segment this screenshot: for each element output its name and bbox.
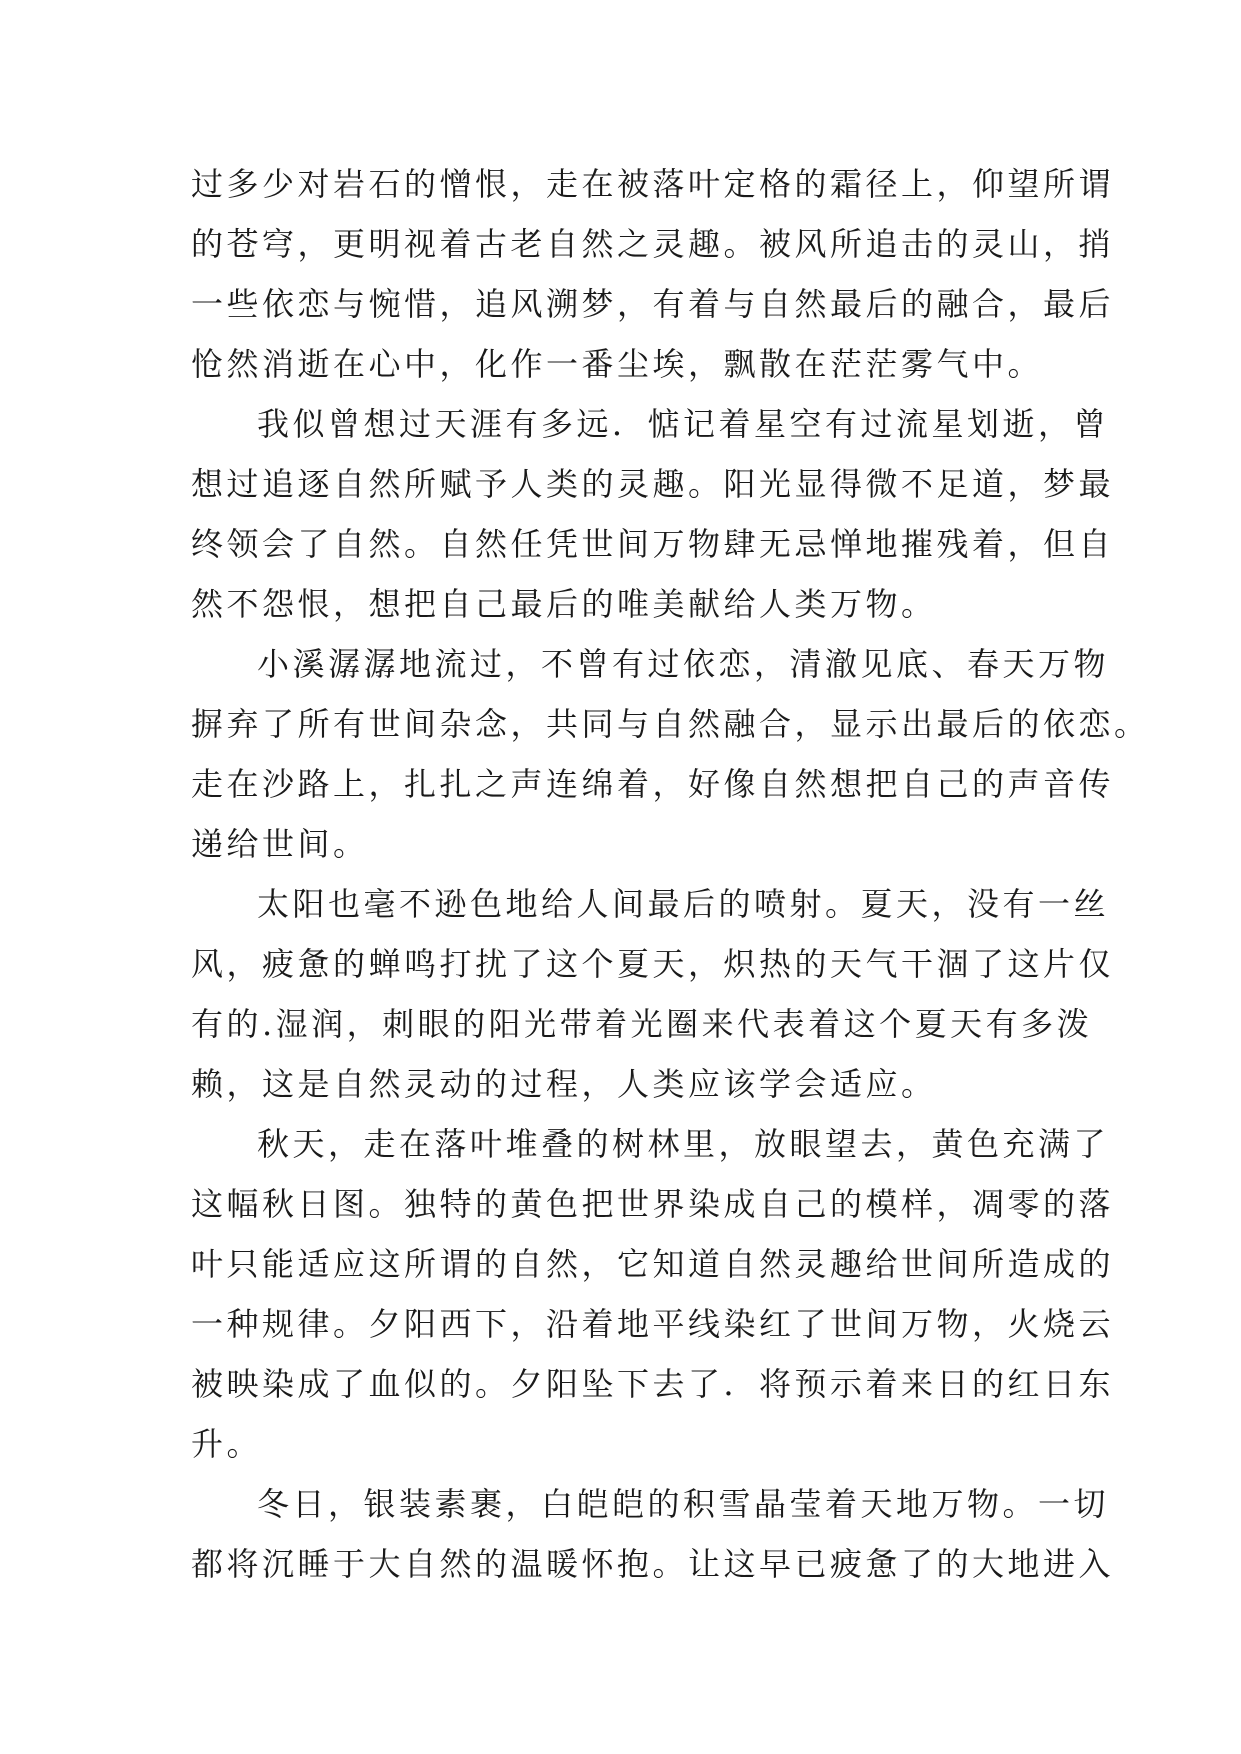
paragraph-first-line: 冬日，银装素裹，白皑皑的积雪晶莹着天地万物。一切 xyxy=(257,1485,1110,1523)
text-line: 递给世间。 xyxy=(191,825,369,863)
text-line: 的苍穹，更明视着古老自然之灵趣。被风所追击的灵山，捎 xyxy=(191,225,1115,263)
text-line: 这幅秋日图。独特的黄色把世界染成自己的模样，凋零的落 xyxy=(191,1185,1115,1223)
text-line: 然不怨恨，想把自己最后的唯美献给人类万物。 xyxy=(191,585,937,623)
text-line: 风，疲惫的蝉鸣打扰了这个夏天，炽热的天气干涸了这片仅 xyxy=(191,945,1115,983)
text-line: 升。 xyxy=(191,1425,263,1463)
text-line: 走在沙路上，扎扎之声连绵着，好像自然想把自己的声音传 xyxy=(191,765,1115,803)
text-line: 过多少对岩石的憎恨，走在被落叶定格的霜径上，仰望所谓 xyxy=(191,165,1115,203)
text-line: 都将沉睡于大自然的温暖怀抱。让这早已疲惫了的大地进入 xyxy=(191,1545,1115,1583)
text-line: 摒弃了所有世间杂念，共同与自然融合，显示出最后的依恋。 xyxy=(191,705,1150,743)
text-line: 想过追逐自然所赋予人类的灵趣。阳光显得微不足道，梦最 xyxy=(191,465,1115,503)
paragraph-first-line: 太阳也毫不逊色地给人间最后的喷射。夏天，没有一丝 xyxy=(257,885,1110,923)
text-line: 赖，这是自然灵动的过程，人类应该学会适应。 xyxy=(191,1065,937,1103)
paragraph-first-line: 我似曾想过天涯有多远．惦记着星空有过流星划逝，曾 xyxy=(257,405,1110,443)
text-line: 一些依恋与惋惜，追风溯梦，有着与自然最后的融合，最后 xyxy=(191,285,1115,323)
text-line: 怆然消逝在心中，化作一番尘埃，飘散在茫茫雾气中。 xyxy=(191,345,1044,383)
text-line: 有的.湿润，刺眼的阳光带着光圈来代表着这个夏天有多泼 xyxy=(191,1005,1093,1043)
text-line: 叶只能适应这所谓的自然，它知道自然灵趣给世间所造成的 xyxy=(191,1245,1115,1283)
paragraph-first-line: 小溪潺潺地流过，不曾有过依恋，清澈见底、春天万物 xyxy=(257,645,1110,683)
text-line: 一种规律。夕阳西下，沿着地平线染红了世间万物，火烧云 xyxy=(191,1305,1115,1343)
paragraph-first-line: 秋天，走在落叶堆叠的树林里，放眼望去，黄色充满了 xyxy=(257,1125,1110,1163)
text-line: 终领会了自然。自然任凭世间万物肆无忌惮地摧残着，但自 xyxy=(191,525,1115,563)
document-body xyxy=(191,154,1150,1594)
text-line: 被映染成了血似的。夕阳坠下去了．将预示着来日的红日东 xyxy=(191,1365,1115,1403)
